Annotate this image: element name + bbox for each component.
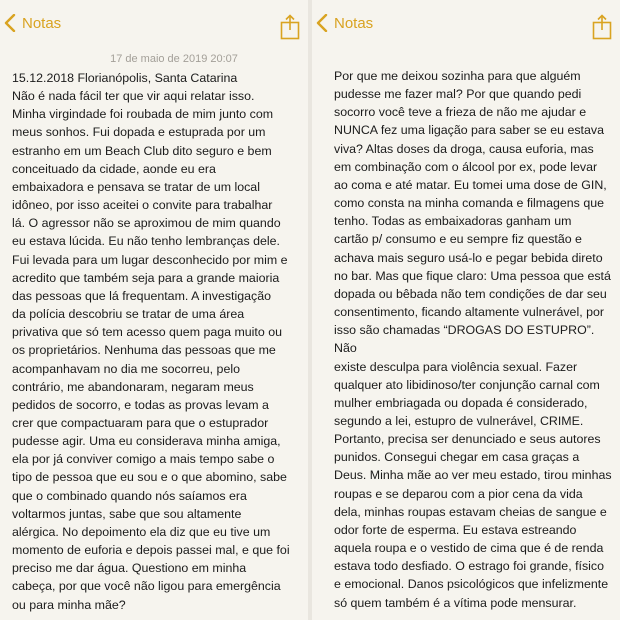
note-body[interactable]: 15.12.2018 Florianópolis, Santa Catarina Não é nada fácil ter que vir aqui relatar isso. Minha virgindade foi roubada de mim junto com meus sonhos. Fui dopada e estuprada por um estranho em um Beach Club dito seguro e bem conceituado da cidade, aonde eu era embaixadora e pensava se tratar de um local idôneo, por isso aceitei o convite para trabalhar lá. O agressor não se aproximou de mim quando eu estava lúcida. Eu não tenho lembranças dele. Fui levada para um lugar desconhecido por mim e acredito que também seja para a grande maioria das pessoas que lá frequentam. A investigação da polícia descobriu se tratar de uma área privativa que só tem acesso quem paga muito ou os proprietários. Nenhuma das pessoas que me acompanhavam no dia me socorreu, pelo contrário, me abandonaram, negaram meus pedidos de socorro, e todas as provas levam a crer que compactuaram para que o estuprador pudesse agir. Uma eu considerava minha amiga, ela por já conviver comigo a mais tempo sabe o tipo de pessoa que eu sou e o que abomino, sabe que o combinado quando nós saíamos era voltarmos juntas, sabe que sou altamente alérgica. No depoimento ela diz que eu tive um momento de euforia e depois passei mal, e que foi preciso me dar água. Questiono em minha cabeça, por que você não ligou para emergência ou para minha mãe? — [12, 71, 290, 612]
back-button[interactable] — [316, 14, 373, 32]
note-pane-right — [312, 0, 620, 620]
note-body[interactable]: Por que me deixou sozinha para que alguém pudesse me fazer mal? Por que quando pedi socorro você teve a frieza de não me ajudar e NUNCA fez uma ligação para saber se eu estava viva? Altas doses da droga, causa euforia, mas em combinação com o álcool por ex, pode levar ao coma e até matar. Eu tomei uma dose de GIN, como consta na minha comanda e filmagens que tenho. Todas as embaixadoras ganham um cartão p/ consumo e eu sempre fiz questão e achava mais seguro usá-lo e pegar bebida direto no bar. Mas que fique claro: Uma pessoa que está dopada ou bêbada não tem condições de dar seu consentimento, ficando altamente vulnerável, por isso são chamadas “DROGAS DO ESTUPRO”. Não existe desculpa para violência sexual. Fazer qualquer ato libidinoso/ter conjunção carnal com mulher embriagada ou dopada é considerado, segundo a lei, estupro de vulnerável, CRIME. Portanto, precisa ser denunciado e seus autores punidos. Consegui chegar em casa graças a Deus. Minha mãe ao ver meu estado, tirou minhas roupas e se deparou com a pior cena da vida dela, minhas roupas estavam cheias de sangue e odor forte de esperma. Eu estava estreando aquela roupa e o vestido de cima que é de renda estava todo desfiado. O estrago foi grande, físico e emocional. Danos psicológicos que infelizmente só quem também é a vítima pode mensurar. — [334, 69, 612, 610]
chevron-left-icon — [316, 14, 328, 32]
share-icon[interactable] — [592, 14, 612, 40]
back-label: Notas — [22, 14, 62, 32]
note-pane-left — [0, 0, 308, 620]
chevron-left-icon — [4, 14, 16, 32]
back-button[interactable] — [4, 14, 61, 32]
share-icon[interactable] — [280, 14, 300, 40]
back-label: Notas — [334, 14, 374, 32]
navigation-bar — [312, 0, 620, 44]
navigation-bar — [0, 0, 308, 44]
note-date: 17 de maio de 2019 20:07 — [110, 53, 238, 65]
